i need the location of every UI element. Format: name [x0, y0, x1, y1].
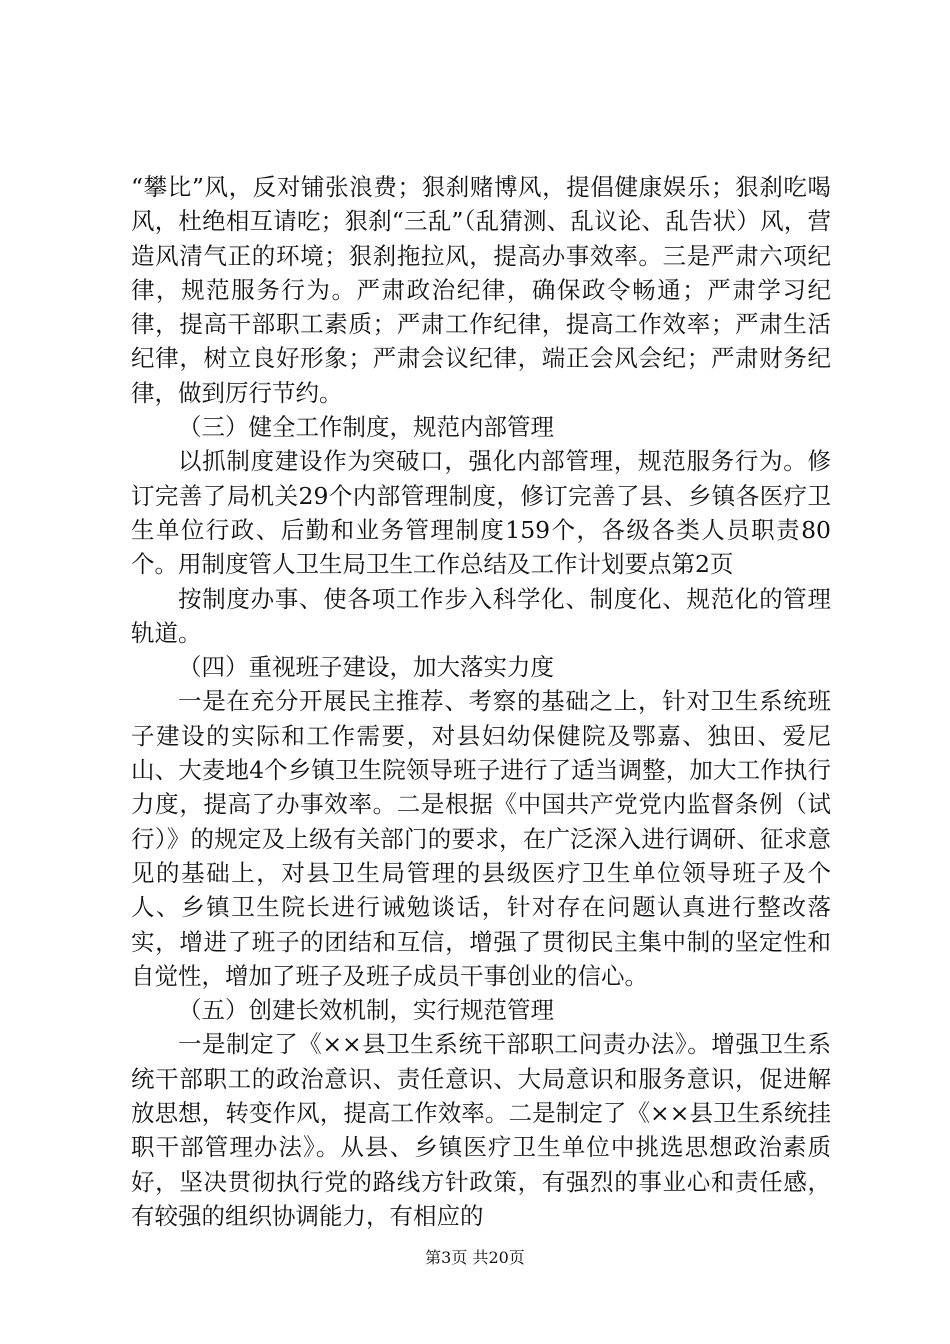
page-number: 第3页 共20页: [425, 1248, 525, 1267]
section-heading-3: （三）健全工作制度，规范内部管理: [178, 413, 554, 442]
paragraph-team-building: 一是在充分开展民主推荐、考察的基础之上，针对卫生系统班子建设的实际和工作需要，对县妇幼保健院及鄂嘉、独田、爱尼山、大麦地4个乡镇卫生院领导班子进行了适当调整，加大工作执行力度，提高了办事效率。二是根据《中国共产党党内监督条例（试行）》的规定及上级有关部门的要求，在广泛深入进行调研、征求意见的基础上，对县卫生局管理的县级医疗卫生单位领导班子及个人、乡镇卫生院长进行诫勉谈话，针对存在问题认真进行整改落实，增进了班子的团结和互信，增强了贯彻民主集中制的坚定性和自觉性，增加了班子及班子成员干事创业的信心。: [131, 687, 831, 990]
section-heading-4: （四）重视班子建设，加大落实力度: [178, 653, 554, 682]
section-heading-5: （五）创建长效机制，实行规范管理: [178, 996, 554, 1025]
paragraph-continuation: “攀比”风，反对铺张浪费；狠刹赌博风，提倡健康娱乐；狠刹吃喝风，杜绝相互请吃；狠刹“三乱”（乱猜测、乱议论、乱告状）风，营造风清气正的环境；狠刹拖拉风，提高办事效率。三是严肃六项纪律，规范服务行为。严肃政治纪律，确保政令畅通；严肃学习纪律，提高干部职工素质；严肃工作纪律，提高工作效率；严肃生活纪律，树立良好形象；严肃会议纪律，端正会风会纪；严肃财务纪律，做到厉行节约。: [131, 173, 831, 407]
paragraph-system-building-cont: 按制度办事、使各项工作步入科学化、制度化、规范化的管理轨道。: [131, 584, 831, 647]
document-body: [131, 170, 831, 1233]
paragraph-system-building: 以抓制度建设作为突破口，强化内部管理，规范服务行为。修订完善了局机关29个内部管理制度，修订完善了县、乡镇各医疗卫生单位行政、后勤和业务管理制度159个，各级各类人员职责80个。用制度管人卫生局卫生工作总结及工作计划要点第2页: [131, 447, 831, 579]
paragraph-long-term-mechanism: 一是制定了《××县卫生系统干部职工问责办法》。增强卫生系统干部职工的政治意识、责任意识、大局意识和服务意识，促进解放思想，转变作风，提高工作效率。二是制定了《××县卫生系统挂职干部管理办法》。从县、乡镇医疗卫生单位中挑选思想政治素质好，坚决贯彻执行党的路线方针政策，有强烈的事业心和责任感，有较强的组织协调能力，有相应的: [131, 1030, 831, 1230]
page-footer: [0, 1245, 950, 1268]
